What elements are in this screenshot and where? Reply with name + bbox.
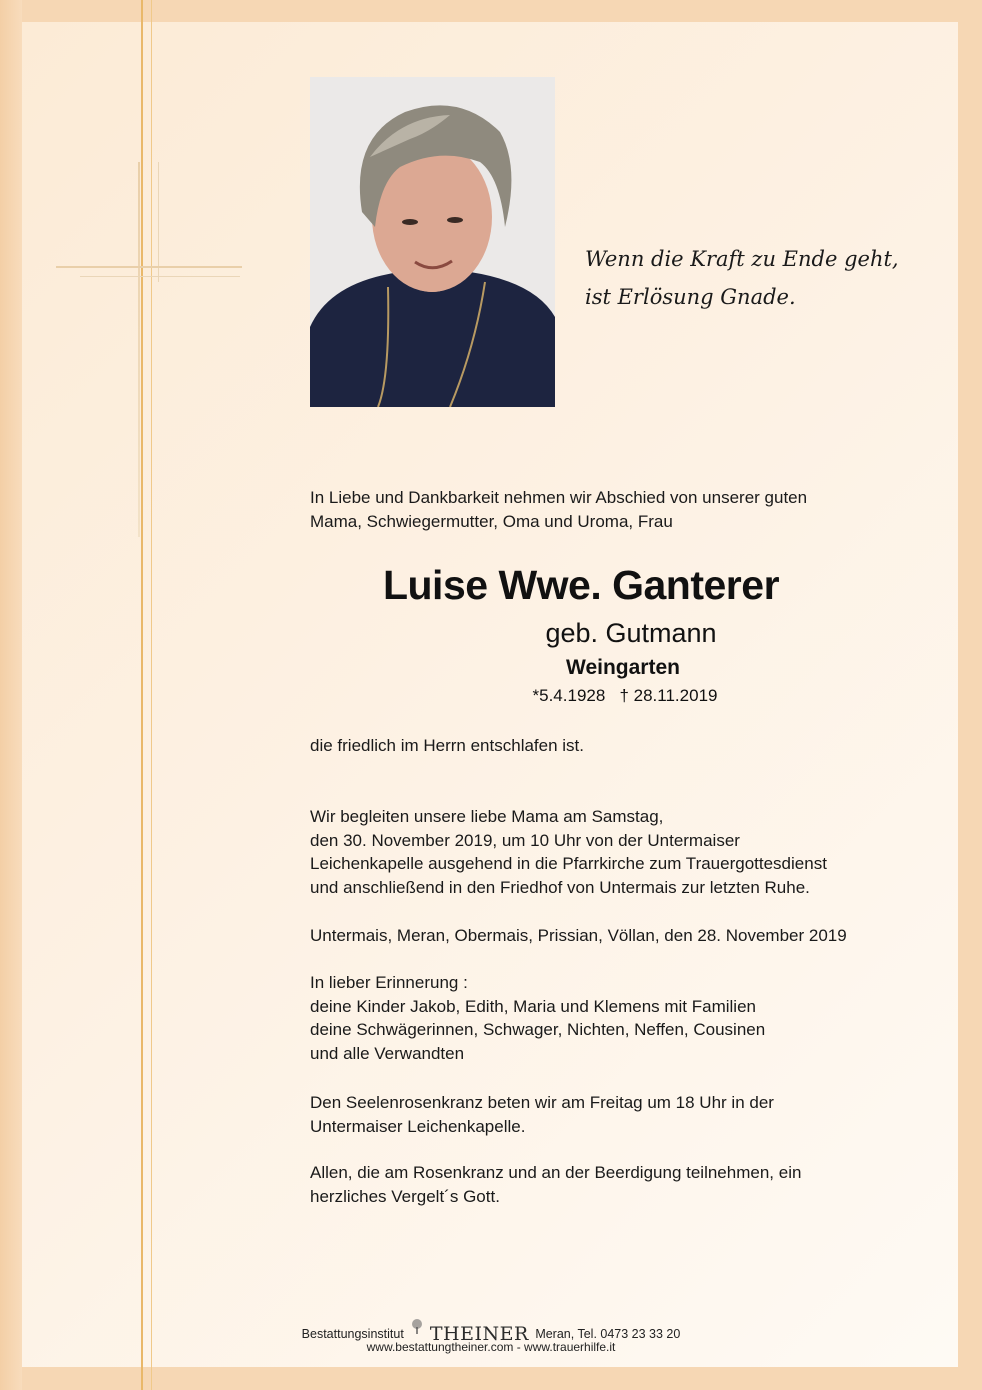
footer-prefix: Bestattungsinstitut [301, 1327, 404, 1341]
portrait-photo [310, 77, 555, 407]
thanks-line: Allen, die am Rosenkranz und an der Beerdigung teilnehmen, ein [310, 1163, 802, 1182]
funeral-line: Leichenkapelle ausgehend in die Pfarrkirche zum Trauergottesdienst [310, 854, 827, 873]
funeral-line: den 30. November 2019, um 10 Uhr von der Untermaiser [310, 830, 740, 850]
thanks-line: herzliches Vergelt´s Gott. [310, 1186, 500, 1206]
footer-brand: THEINER [429, 1323, 529, 1345]
footer-contact: Meran, Tel. 0473 23 33 20 [535, 1327, 681, 1341]
quote-line-2: ist Erlösung Gnade. [585, 285, 796, 309]
intro-line-2: Mama, Schwiegermutter, Oma und Uroma, Frau [310, 511, 673, 531]
memory-line: In lieber Erinnerung : [310, 973, 468, 992]
place-of-residence: Weingarten [566, 656, 680, 679]
intro-text [310, 486, 950, 533]
intro-line-1: In Liebe und Dankbarkeit nehmen wir Abschied von unserer guten [310, 488, 808, 507]
rosary-text [310, 1091, 950, 1138]
memory-line: und alle Verwandten [310, 1043, 465, 1063]
quote-line-1: Wenn die Kraft zu Ende geht, [585, 247, 899, 271]
tree-icon [407, 1318, 427, 1334]
location-date: Untermais, Meran, Obermais, Prissian, Völlan, den 28. November 2019 [310, 926, 847, 945]
thanks-text [310, 1161, 950, 1208]
memory-line: deine Schwägerinnen, Schwager, Nichten, Neffen, Cousinen [310, 1020, 766, 1039]
funeral-text [310, 805, 950, 899]
rosary-line: Untermaiser Leichenkapelle. [310, 1116, 526, 1136]
passed-text: die friedlich im Herrn entschlafen ist. [310, 736, 585, 755]
memory-line: deine Kinder Jakob, Edith, Maria und Klemens mit Familien [310, 996, 756, 1016]
left-border-strip [0, 0, 22, 1390]
funeral-line: Wir begleiten unsere liebe Mama am Samstag, [310, 807, 664, 826]
life-dates: *5.4.1928 † 28.11.2019 [532, 686, 718, 705]
quote [585, 240, 945, 316]
rosary-line: Den Seelenrosenkranz beten wir am Freitag um 18 Uhr in der [310, 1093, 774, 1112]
footer-web: www.bestattungtheiner.com - www.trauerhilfe.it [366, 1340, 616, 1354]
deceased-name: Luise Wwe. Ganterer [382, 562, 780, 608]
funeral-line: und anschließend in den Friedhof von Untermais zur letzten Ruhe. [310, 877, 810, 897]
memory-text [310, 971, 950, 1065]
maiden-name: geb. Gutmann [545, 618, 717, 648]
